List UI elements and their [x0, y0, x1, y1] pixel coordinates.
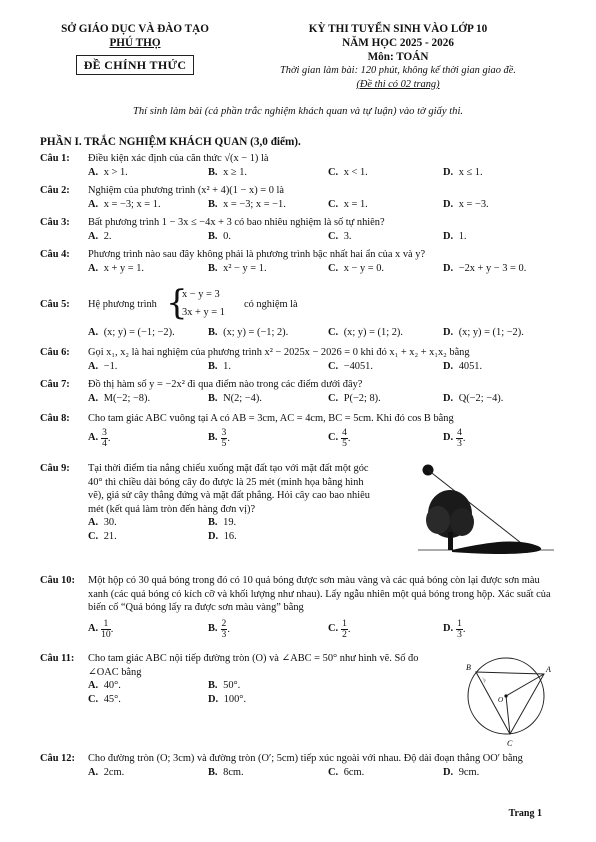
options-row-2 [88, 530, 380, 544]
fraction [341, 619, 348, 640]
part1-title: PHẦN I. TRẮC NGHIỆM KHÁCH QUAN (3,0 điểm). [40, 136, 301, 148]
numerator: 3 [221, 426, 227, 438]
option-c: C. x − y = 0. [328, 262, 385, 274]
fraction [221, 428, 228, 449]
options [88, 198, 560, 212]
option-a: A. 40°. [88, 680, 121, 691]
option-letter: A. [88, 392, 99, 404]
option-c: C. (x; y) = (1; 2). [328, 327, 403, 338]
denominator: 3 [221, 628, 227, 640]
denominator: 3 [457, 437, 462, 449]
option-letter: D. [443, 766, 454, 778]
inscribed-triangle-figure [454, 654, 554, 750]
options [88, 230, 560, 244]
option-a: A. 2. [88, 230, 112, 242]
question-text: Bất phương trình 1 − 3x ≤ −4x + 3 có bao nhiêu nghiệm là số tự nhiên? [88, 217, 385, 228]
option-letter: A. [88, 680, 99, 691]
option-letter: D. [443, 262, 454, 274]
question-text: Cho tam giác ABC nội tiếp đường tròn (O) và ∠ABC = 50° như hình vẽ. Số đo ∠OAC bằng [88, 653, 419, 678]
numerator: 1 [342, 617, 347, 629]
option-letter: B. [208, 766, 218, 778]
options [88, 166, 560, 180]
option-a: A. (x; y) = (−1; −2). [88, 327, 175, 338]
question-1 [40, 152, 560, 180]
option-a: A. M(−2; −8). [88, 392, 151, 404]
question-10 [40, 574, 560, 645]
denominator: 5 [221, 437, 227, 449]
denominator: 4 [102, 437, 107, 449]
question-text: Tại thời điểm tia nắng chiếu xuống mặt đất tạo với mặt đất một góc 40° thì chiều dài bóng cây đo được là 25 mét (minh họa bằng hình vẽ), giả sử cây thẳng đứng và mặt đất phẳng. Hỏi cây cao bao nhiêu mét (kết quả làm tròn đến hàng đơn vị)? [88, 463, 370, 515]
option-letter: A. [88, 262, 99, 274]
question-text: Nghiệm của phương trình (x² + 4)(1 − x) = 0 là [88, 185, 285, 196]
question-number: Câu 3: [40, 217, 70, 228]
numerator: 3 [102, 426, 107, 438]
option-letter: B. [208, 392, 218, 404]
numerator: 1 [457, 617, 462, 629]
option-b: B. 19. [208, 517, 237, 528]
option-a: A. 2cm. [88, 766, 125, 778]
option-letter: D. [443, 198, 454, 210]
tree-shadow-figure [408, 462, 558, 562]
options [88, 360, 560, 374]
option-letter: D. [443, 230, 454, 242]
tree-crown-left [426, 506, 450, 534]
denominator: 10 [101, 628, 111, 640]
school-year: NĂM HỌC 2025 - 2026 [342, 37, 454, 49]
fraction [101, 428, 108, 449]
system-equation-1: x − y = 3 [182, 289, 220, 300]
fraction [221, 619, 228, 640]
option-letter: C. [328, 230, 339, 242]
numerator: 4 [342, 426, 347, 438]
option-d: D. 4051. [443, 360, 483, 372]
label-a: A [546, 665, 551, 674]
question-number: Câu 7: [40, 379, 70, 390]
option-letter: A. [88, 230, 99, 242]
option-letter: B. [208, 262, 218, 274]
department-name: SỞ GIÁO DỤC VÀ ĐÀO TẠO [61, 23, 209, 35]
option-d: D. Q(−2; −4). [443, 392, 504, 404]
question-number: Câu 5: [40, 299, 70, 310]
option-letter: C. [328, 166, 339, 178]
option-letter: D. [208, 531, 219, 542]
option-d: D. $\frac{1}{3}$ . [443, 617, 466, 640]
option-b: B. N(2; −4). [208, 392, 262, 404]
option-letter: A. [88, 327, 99, 338]
option-d: D. x = −3. [443, 198, 489, 210]
tree-crown-right [450, 508, 474, 536]
denominator: 2 [342, 628, 347, 640]
question-9 [40, 462, 380, 544]
option-c: C. x < 1. [328, 166, 368, 178]
brace-icon: { [166, 283, 188, 323]
official-label: ĐỀ CHÍNH THỨC [76, 55, 195, 75]
option-letter: C. [328, 360, 339, 372]
system-tail-text: có nghiệm là [244, 299, 298, 310]
option-letter: A. [88, 517, 99, 528]
option-letter: B. [208, 432, 218, 444]
fraction [341, 428, 348, 449]
option-letter: C. [328, 327, 339, 338]
option-d: D. 1. [443, 230, 467, 242]
option-d: D. −2x + y − 3 = 0. [443, 262, 527, 274]
option-b: B. 0. [208, 230, 231, 242]
option-d: D. $\frac{4}{3}$ . [443, 426, 466, 449]
option-c: C. x = 1. [328, 198, 368, 210]
option-a: A. x + y = 1. [88, 262, 145, 274]
question-number: Câu 6: [40, 347, 70, 358]
question-11 [40, 652, 420, 707]
denominator: 3 [457, 628, 462, 640]
option-letter: A. [88, 166, 99, 178]
question-8 [40, 412, 560, 454]
question-number: Câu 12: [40, 753, 75, 764]
option-a: A. x > 1. [88, 166, 128, 178]
option-d: D. x ≤ 1. [443, 166, 483, 178]
option-letter: D. [443, 166, 454, 178]
option-letter: B. [208, 517, 218, 528]
question-text: Cho đường tròn (O; 3cm) và đường tròn (O′; 5cm) tiếp xúc ngoài với nhau. Độ dài đoạn thẳng OO′ bằng [88, 753, 523, 764]
system-lead-text: Hệ phương trình [88, 299, 157, 310]
exam-header [0, 22, 596, 102]
question-number: Câu 8: [40, 413, 70, 424]
option-letter: B. [208, 230, 218, 242]
question-text: Đồ thị hàm số y = −2x² đi qua điểm nào trong các điểm dưới đây? [88, 379, 363, 390]
option-b: B. $\frac{3}{5}$ . [208, 426, 230, 449]
question-text: Điều kiện xác định của căn thức √(x − 1) là [88, 153, 269, 164]
exam-title: KỲ THI TUYỂN SINH VÀO LỚP 10 [308, 23, 488, 35]
tree-trunk [448, 532, 453, 550]
option-letter: B. [208, 198, 218, 210]
option-c: C. 3. [328, 230, 352, 242]
options-row-2 [88, 693, 420, 707]
province-name: PHÚ THỌ [109, 37, 161, 49]
option-a: A. $\frac{3}{4}$ . [88, 426, 111, 449]
option-letter: B. [208, 623, 218, 635]
question-4 [40, 248, 560, 276]
question-text: Một hộp có 30 quả bóng trong đó có 10 quả bóng được sơn màu vàng và các quả bóng còn lại được sơn màu xanh (các quả bóng có kích cỡ và khối lượng như nhau). Lấy ngẫu nhiên một quả bóng trong hộp. Xác suất của biến cố “Quả bóng lấy ra được sơn màu vàng” bằng [88, 575, 551, 613]
denominator: 5 [342, 437, 347, 449]
label-o: O [498, 696, 504, 704]
option-c: C. 21. [88, 531, 117, 542]
page-number: Trang 1 [508, 808, 542, 819]
option-letter: C. [328, 198, 339, 210]
time-limit: Thời gian làm bài: 120 phút, không kể thời gian giao đề. [280, 65, 516, 76]
numerator: 1 [101, 619, 111, 630]
option-letter: C. [328, 392, 339, 404]
option-letter: D. [208, 694, 219, 705]
option-b: B. $\frac{2}{3}$ . [208, 617, 230, 640]
option-letter: C. [328, 262, 339, 274]
question-number: Câu 1: [40, 153, 70, 164]
question-6 [40, 346, 560, 374]
option-letter: D. [443, 360, 454, 372]
option-d: D. 100°. [208, 694, 247, 705]
instruction-note: Thí sinh làm bài (cả phần trắc nghiệm khách quan và tự luận) vào tờ giấy thi. [132, 106, 464, 117]
options [88, 326, 560, 340]
option-letter: C. [328, 766, 339, 778]
options [88, 262, 560, 276]
option-b: B. 50°. [208, 680, 241, 691]
label-b: B [466, 663, 471, 672]
option-b: B. 8cm. [208, 766, 244, 778]
option-b: B. x = −3; x = −1. [208, 198, 286, 210]
option-letter: A. [88, 198, 99, 210]
question-text: Gọi x₁, x₂ là hai nghiệm của phương trình x² − 2025x − 2026 = 0 khi đó x₁ + x₂ + x₁x₂ bằng [88, 347, 470, 358]
question-number: Câu 10: [40, 575, 75, 586]
option-letter: A. [88, 432, 99, 444]
option-c: C. 6cm. [328, 766, 365, 778]
option-b: B. x ≥ 1. [208, 166, 248, 178]
triangle-abc [476, 672, 544, 734]
option-d: D. (x; y) = (1; −2). [443, 327, 524, 338]
option-letter: C. [88, 531, 99, 542]
question-12 [40, 752, 560, 780]
option-c: C. 45°. [88, 694, 121, 705]
question-text [88, 283, 560, 323]
options-row-1 [88, 516, 380, 530]
option-letter: D. [443, 392, 454, 404]
question-2 [40, 184, 560, 212]
option-letter: B. [208, 166, 218, 178]
question-3 [40, 216, 560, 244]
option-d: D. 9cm. [443, 766, 480, 778]
question-text: Phương trình nào sau đây không phải là phương trình bậc nhất hai ẩn của x và y? [88, 249, 426, 260]
numerator: 4 [457, 426, 462, 438]
option-d: D. 16. [208, 531, 237, 542]
option-letter: A. [88, 360, 99, 372]
fraction [456, 619, 463, 640]
option-letter: C. [328, 432, 339, 444]
subject: Môn: TOÁN [367, 51, 429, 63]
question-7 [40, 378, 560, 406]
option-letter: C. [88, 694, 99, 705]
options-row-1 [88, 679, 420, 693]
option-c: C. $\frac{1}{2}$ . [328, 617, 351, 640]
question-number: Câu 9: [40, 463, 70, 474]
option-letter: D. [443, 327, 454, 338]
page-count: (Đề thi có 02 trang) [356, 79, 440, 90]
option-a: A. −1. [88, 360, 118, 372]
option-letter: A. [88, 623, 99, 635]
system-equation-2: 3x + y = 1 [182, 307, 225, 318]
option-c: C. P(−2; 8). [328, 392, 381, 404]
options [88, 766, 560, 780]
tree-shadow [452, 542, 541, 555]
option-letter: C. [328, 623, 339, 635]
question-number: Câu 11: [40, 653, 75, 664]
option-c: C. $\frac{4}{5}$ . [328, 426, 351, 449]
option-letter: A. [88, 766, 99, 778]
option-a: A. $\frac{1}{10}$ . [88, 617, 114, 640]
option-letter: D. [443, 623, 454, 635]
option-letter: B. [208, 327, 218, 338]
option-letter: D. [443, 432, 454, 444]
option-a: A. x = −3; x = 1. [88, 198, 161, 210]
question-number: Câu 2: [40, 185, 70, 196]
option-a: A. 30. [88, 517, 117, 528]
label-c: C [507, 739, 513, 748]
option-b: B. x² − y = 1. [208, 262, 267, 274]
center-point [504, 694, 507, 697]
fraction [456, 428, 463, 449]
question-5 [40, 283, 560, 340]
fraction [101, 619, 111, 640]
header-left [40, 22, 230, 75]
numerator: 2 [221, 617, 227, 629]
question-number: Câu 4: [40, 249, 70, 260]
option-b: B. 1. [208, 360, 231, 372]
options [88, 619, 560, 645]
options [88, 392, 560, 406]
option-letter: B. [208, 360, 218, 372]
option-b: B. (x; y) = (−1; 2). [208, 327, 289, 338]
option-letter: B. [208, 680, 218, 691]
question-text: Cho tam giác ABC vuông tại A có AB = 3cm, AC = 4cm, BC = 5cm. Khi đó cos B bằng [88, 413, 454, 424]
options [88, 428, 560, 454]
option-c: C. −4051. [328, 360, 373, 372]
header-right [230, 22, 566, 92]
